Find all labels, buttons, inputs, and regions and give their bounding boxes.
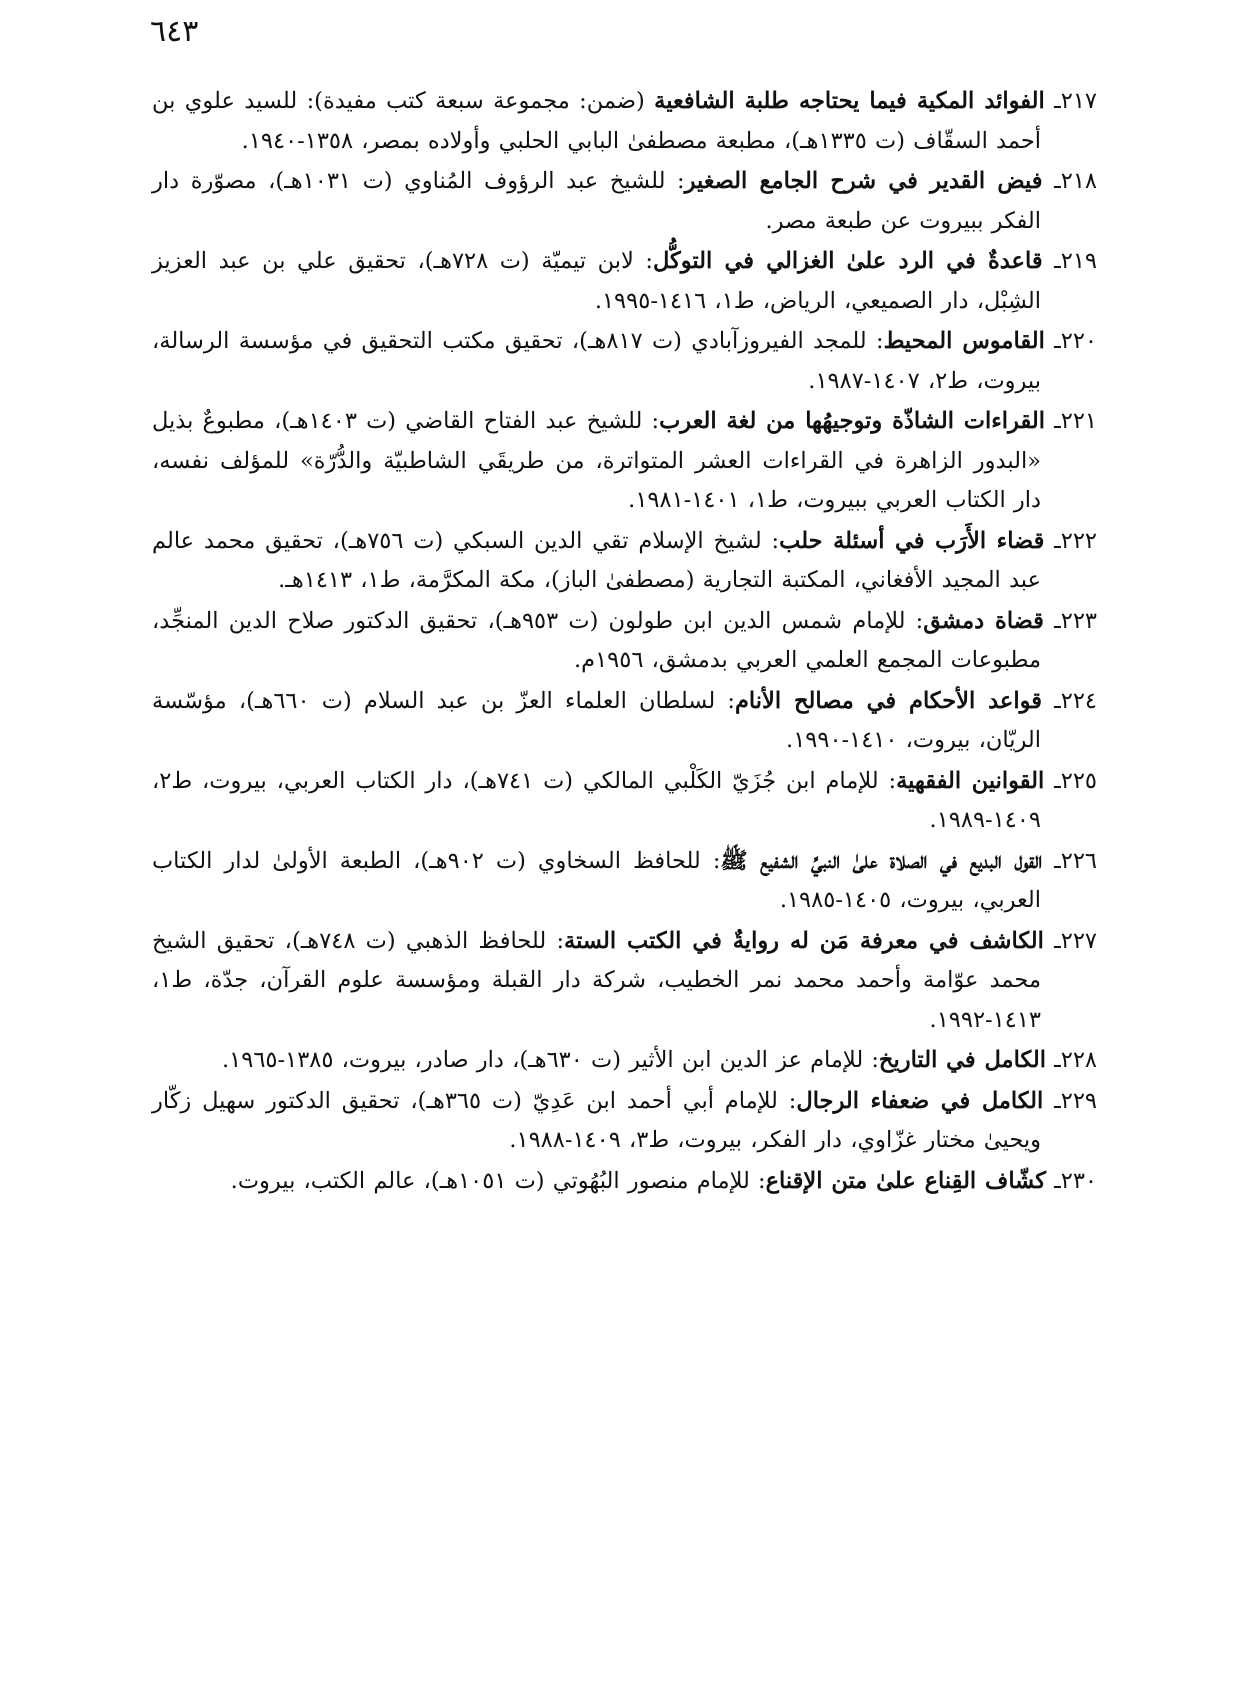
entry-number: ٢٢٠ـ xyxy=(1044,328,1098,354)
entry-details: : للإمام شمس الدين ابن طولون (ت ٩٥٣هـ)، تحقيق الدكتور صلاح الدين المنجِّد، مطبوعات المجمع العلمي العربي بدمشق، ١٩٥٦م. xyxy=(152,607,1041,673)
bibliography-entry xyxy=(152,522,1097,601)
entry-details: : للشيخ عبد الرؤوف المُناوي (ت ١٠٣١هـ)، مصوّرة دار الفكر ببيروت عن طبعة مصر. xyxy=(152,168,1041,234)
entry-number: ٢٢٧ـ xyxy=(1043,927,1097,954)
entry-number: ٢٢٩ـ xyxy=(1043,1087,1097,1114)
bibliography-entry xyxy=(152,82,1097,161)
entry-details: : للمجد الفيروزآبادي (ت ٨١٧هـ)، تحقيق مكتب التحقيق في مؤسسة الرسالة، بيروت، ط٢، ١٤٠٧-١٩٨٧. xyxy=(152,328,1041,394)
entry-details: : للحافظ الذهبي (ت ٧٤٨هـ)، تحقيق الشيخ محمد عوّامة وأحمد محمد نمر الخطيب، شركة دار القبلة ومؤسسة علوم القرآن، جدّة، ط١، ١٤١٣-١٩٩٢. xyxy=(152,927,1041,1033)
entry-title: الفوائد المكية فيما يحتاجه طلبة الشافعية xyxy=(654,88,1045,114)
bibliography-entry xyxy=(152,322,1097,401)
entry-details: : للإمام عز الدين ابن الأثير (ت ٦٣٠هـ)، دار صادر، بيروت، ١٣٨٥-١٩٦٥. xyxy=(222,1047,879,1073)
entry-title: فيض القدير في شرح الجامع الصغير xyxy=(684,168,1043,194)
entry-title: قضاء الأَرَب في أسئلة حلب xyxy=(779,527,1045,554)
page-number: ٦٤٣ xyxy=(150,14,199,49)
bibliography-list xyxy=(152,82,1097,1202)
bibliography-entry xyxy=(152,242,1097,321)
entry-details: : للإمام ابن جُزَيّ الكَلْبي المالكي (ت ٧٤١هـ)، دار الكتاب العربي، بيروت، ط٢، ١٤٠٩-١٩٨٩. xyxy=(152,767,1041,833)
bibliography-entry xyxy=(152,922,1097,1041)
entry-number: ٢٢٨ـ xyxy=(1045,1047,1097,1073)
entry-details: : لسلطان العلماء العزّ بن عبد السلام (ت ٦٦٠هـ)، مؤسّسة الريّان، بيروت، ١٤١٠-١٩٩٠. xyxy=(152,687,1041,753)
bibliography-entry xyxy=(152,1162,1097,1202)
entry-title: قواعد الأحكام في مصالح الأنام xyxy=(735,687,1042,714)
entry-title: قضاة دمشق xyxy=(923,607,1044,634)
entry-details: : للإمام منصور البُهُوتي (ت ١٠٥١هـ)، عالم الكتب، بيروت. xyxy=(230,1167,766,1194)
bibliography-entry xyxy=(152,1082,1097,1161)
entry-number: ٢٢١ـ xyxy=(1044,408,1098,434)
entry-number: ٢٢٣ـ xyxy=(1043,607,1098,634)
entry-title: الكاشف في معرفة مَن له روايةٌ في الكتب الستة xyxy=(564,927,1044,954)
entry-details: : للحافظ السخاوي (ت ٩٠٢هـ)، الطبعة الأولىٰ لدار الكتاب العربي، بيروت، ١٤٠٥-١٩٨٥. xyxy=(152,847,1041,913)
entry-number: ٢١٧ـ xyxy=(1044,88,1097,114)
entry-number: ٢٢٢ـ xyxy=(1044,527,1098,554)
entry-details: (ضمن: مجموعة سبعة كتب مفيدة): للسيد علوي بن أحمد السقّاف (ت ١٣٣٥هـ)، مطبعة مصطفىٰ البابي الحلبي وأولاده بمصر، ١٣٥٨-١٩٤٠. xyxy=(152,88,1041,154)
bibliography-entry xyxy=(152,602,1097,681)
entry-details: : للشيخ عبد الفتاح القاضي (ت ١٤٠٣هـ)، مطبوعٌ بذيل «البدور الزاهرة في القراءات العشر المتواترة، من طريقَي الشاطبيّة والدُّرّة» للمؤلف نفسه، دار الكتاب العربي ببيروت، ط١، ١٤٠١-١٩٨١. xyxy=(152,408,1041,513)
entry-details: : لشيخ الإسلام تقي الدين السبكي (ت ٧٥٦هـ)، تحقيق محمد عالم عبد المجيد الأفغاني، المكتبة التجارية (مصطفىٰ الباز)، مكة المكرَّمة، ط١، ١٤١٣هـ. xyxy=(152,527,1041,593)
entry-title: كشّاف القِناع علىٰ متن الإقناع xyxy=(765,1167,1046,1194)
bibliography-entry xyxy=(152,162,1097,241)
entry-title: القوانين الفقهية xyxy=(896,767,1045,794)
entry-title: القول البديع في الصلاة علىٰ النبيِّ الشفيع ﷺ xyxy=(720,847,1043,874)
entry-title: القاموس المحيط xyxy=(883,328,1045,354)
entry-title: الكامل في التاريخ xyxy=(878,1047,1046,1073)
bibliography-entry xyxy=(152,402,1097,521)
entry-number: ٢٢٦ـ xyxy=(1042,847,1098,874)
bibliography-entry xyxy=(152,842,1097,921)
entry-number: ٢٢٥ـ xyxy=(1044,767,1097,794)
bibliography-entry xyxy=(152,762,1097,841)
entry-number: ٢١٩ـ xyxy=(1042,248,1097,274)
entry-number: ٢١٨ـ xyxy=(1042,168,1097,194)
bibliography-entry xyxy=(152,682,1097,761)
entry-title: القراءات الشاذّة وتوجيهُها من لغة العرب xyxy=(659,408,1045,434)
bibliography-entry xyxy=(152,1041,1097,1081)
entry-title: قاعدةٌ في الرد علىٰ الغزالي في التوكُّل xyxy=(653,248,1043,274)
entry-number: ٢٢٤ـ xyxy=(1041,687,1098,714)
entry-details: : للإمام أبي أحمد ابن عَدِيّ (ت ٣٦٥هـ)، تحقيق الدكتور سهيل زكّار ويحيىٰ مختار غزّاوي، دار الفكر، بيروت، ط٣، ١٤٠٩-١٩٨٨. xyxy=(152,1087,1041,1153)
entry-title: الكامل في ضعفاء الرجال xyxy=(796,1087,1044,1114)
entry-number: ٢٣٠ـ xyxy=(1045,1167,1097,1194)
entry-details: : لابن تيميّة (ت ٧٢٨هـ)، تحقيق علي بن عبد العزيز الشِبْل، دار الصميعي، الرياض، ط١، ١٤١٦-١٩٩٥. xyxy=(152,248,1041,314)
